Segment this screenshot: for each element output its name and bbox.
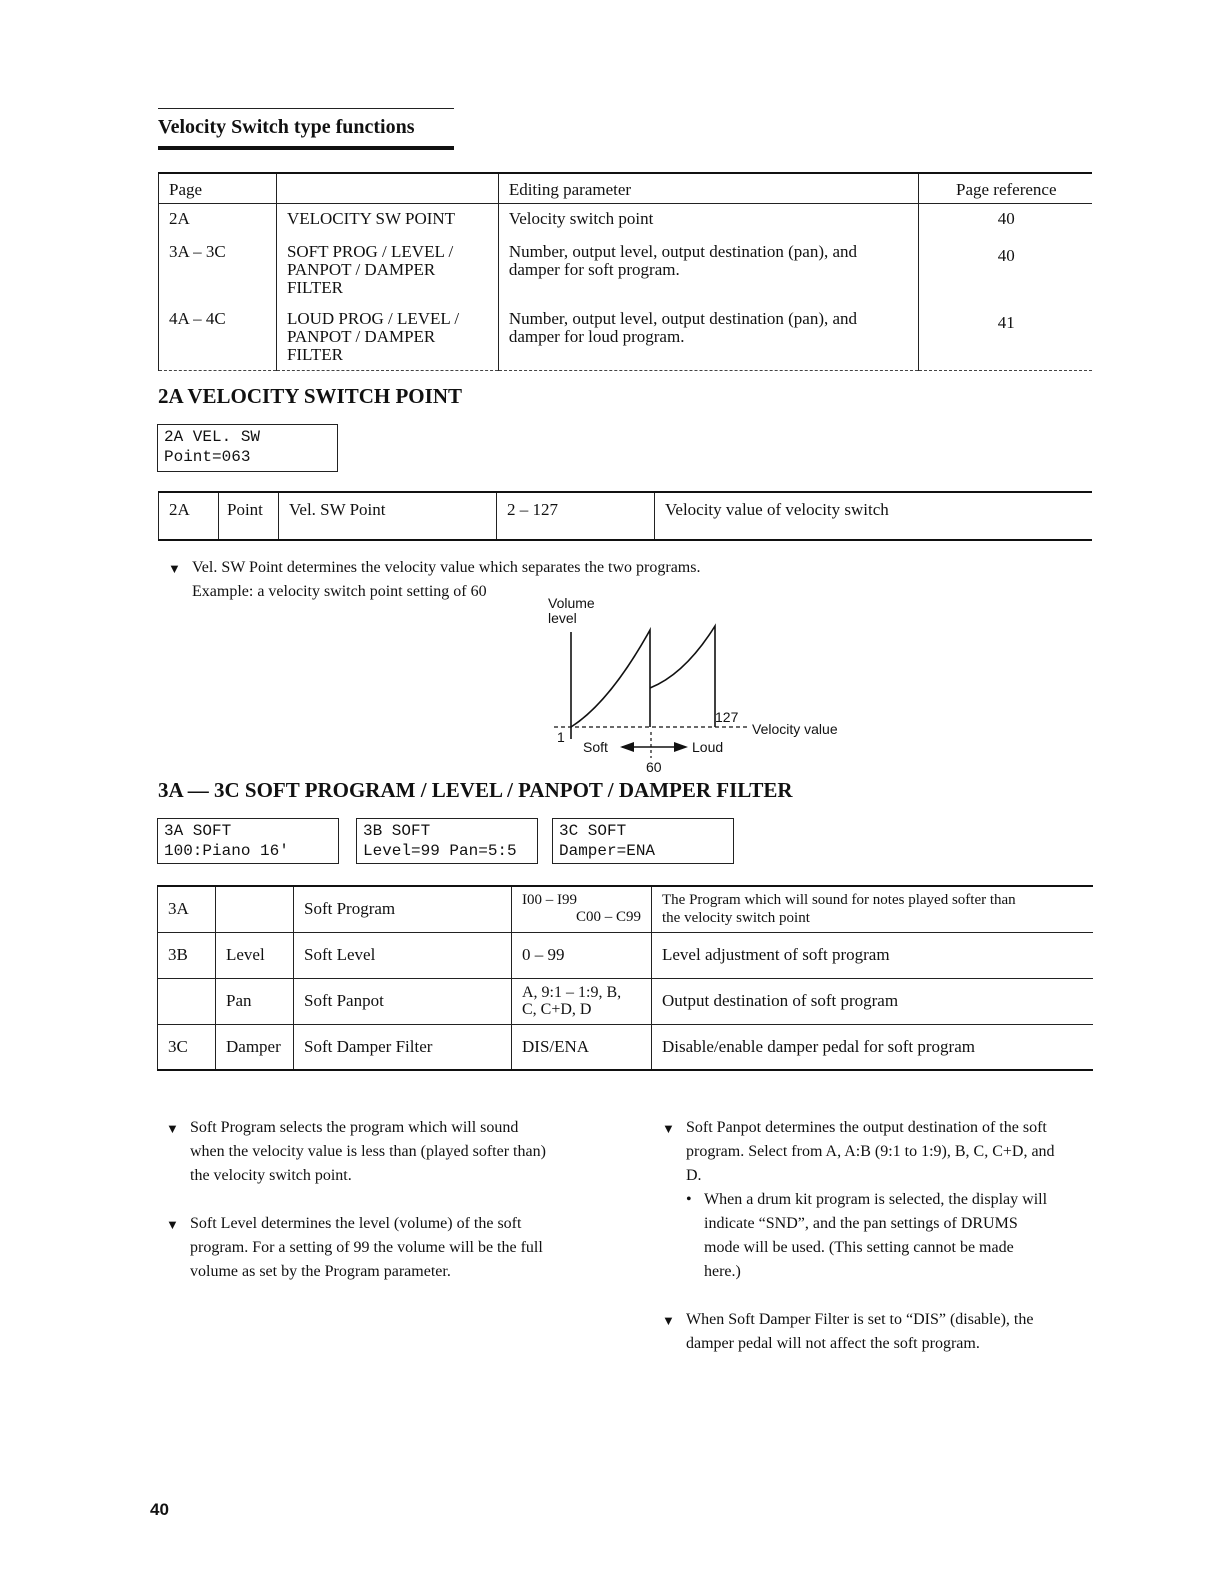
cell-abbr	[216, 886, 294, 932]
graph-soft-label: Soft	[583, 739, 608, 755]
cell-name: Soft Level	[294, 932, 512, 978]
title-rule-bottom	[158, 146, 454, 150]
lcd-display-3b	[356, 818, 538, 864]
cell-page: 3C	[158, 1024, 216, 1070]
note-line: Vel. SW Point determines the velocity value which separates the two programs.	[192, 559, 701, 576]
cell-range: I00 – I99 C00 – C99	[512, 886, 652, 932]
note-drum-kit: • When a drum kit program is selected, the display will indicate “SND”, and the pan settings of DRUMS mode will be used. (This setting cannot be made here.)	[704, 1188, 1096, 1284]
function-table	[158, 172, 1092, 371]
page-number: 40	[150, 1500, 169, 1519]
cell-name: Soft Program	[294, 886, 512, 932]
cell-range: DIS/ENA	[512, 1024, 652, 1070]
cell-page: 3B	[158, 932, 216, 978]
cell-name: LOUD PROG / LEVEL / PANPOT / DAMPER FILTER	[276, 300, 498, 371]
lcd-line-1: 2A VEL. SW	[164, 428, 261, 446]
graph-xlabel: Velocity value	[752, 721, 838, 737]
lcd-display-3a	[157, 818, 339, 864]
triangle-bullet-icon: ▼	[166, 1121, 179, 1136]
note-line: Example: a velocity switch point setting of 60	[192, 583, 487, 600]
cell-name: VELOCITY SW POINT	[276, 204, 498, 232]
cell-name: Soft Panpot	[294, 978, 512, 1024]
cell-range: 2 – 127	[497, 492, 655, 540]
title-rule-top	[158, 108, 454, 109]
table-row	[158, 932, 1094, 978]
graph-ylabel-1: Volume	[548, 595, 595, 611]
cell-name: SOFT PROG / LEVEL / PANPOT / DAMPER FILTER	[276, 231, 498, 300]
velocity-point-table	[158, 491, 1092, 541]
cell-ref: 41	[918, 300, 1092, 371]
table-row	[159, 492, 1093, 540]
cell-page: 3A – 3C	[159, 231, 277, 300]
cell-desc: Output destination of soft program	[652, 978, 1094, 1024]
lcd-line-1: 3A SOFT	[164, 822, 232, 840]
triangle-bullet-icon: ▼	[166, 1217, 179, 1232]
cell-desc: Velocity value of velocity switch	[655, 492, 1093, 540]
cell-page: 3A	[158, 886, 216, 932]
lcd-line-1: 3B SOFT	[363, 822, 431, 840]
table-row	[159, 300, 1093, 371]
header-editing-parameter: Editing parameter	[498, 173, 918, 204]
cell-desc: Level adjustment of soft program	[652, 932, 1094, 978]
table-row	[158, 886, 1094, 932]
triangle-bullet-icon: ▼	[662, 1313, 675, 1328]
cell-page: 2A	[159, 204, 277, 232]
cell-name: Soft Damper Filter	[294, 1024, 512, 1070]
cell-desc: Disable/enable damper pedal for soft program	[652, 1024, 1094, 1070]
soft-program-table	[157, 885, 1093, 1071]
graph-split-label: 60	[646, 759, 662, 775]
table-row	[159, 231, 1093, 300]
triangle-bullet-icon: ▼	[662, 1121, 675, 1136]
table-row	[159, 204, 1093, 232]
note-soft-panpot: ▼ Soft Panpot determines the output destination of the soft program. Select from A, A:B (9:1 to 1:9), B, C, C+D, and D.	[662, 1119, 1055, 1184]
table-header-row	[159, 173, 1093, 204]
header-blank	[276, 173, 498, 204]
arrow-right-icon	[674, 742, 688, 752]
arrow-left-icon	[620, 742, 634, 752]
lcd-line-2: Damper=ENA	[559, 842, 656, 860]
notes-left-column	[166, 1116, 610, 1284]
header-page-reference: Page reference	[918, 173, 1092, 204]
cell-desc: The Program which will sound for notes played softer than the velocity switch point	[652, 886, 1094, 932]
cell-name: Vel. SW Point	[279, 492, 497, 540]
graph-loud-curve	[650, 626, 715, 727]
cell-ref: 40	[918, 204, 1092, 232]
header-page: Page	[159, 173, 277, 204]
cell-range: 0 – 99	[512, 932, 652, 978]
cell-abbr: Point	[219, 492, 279, 540]
lcd-display-3c	[552, 818, 734, 864]
lcd-line-2: Level=99 Pan=5:5	[363, 842, 517, 860]
table-row	[158, 1024, 1094, 1070]
section-title: Velocity Switch type functions	[158, 116, 415, 138]
cell-page: 2A	[159, 492, 219, 540]
note-soft-program: ▼ Soft Program selects the program which will sound when the velocity value is less than (played softer than) the velocity switch point.	[166, 1119, 546, 1184]
lcd-line-2: 100:Piano 16'	[164, 842, 289, 860]
graph-loud-label: Loud	[692, 739, 724, 755]
graph-x-min: 1	[557, 729, 565, 745]
lcd-line-1: 3C SOFT	[559, 822, 627, 840]
heading-2a: 2A VELOCITY SWITCH POINT	[158, 384, 462, 408]
lcd-display-2a	[157, 424, 338, 472]
cell-abbr: Damper	[216, 1024, 294, 1070]
table-row	[158, 978, 1094, 1024]
cell-page	[158, 978, 216, 1024]
cell-abbr: Pan	[216, 978, 294, 1024]
velocity-switch-diagram	[540, 592, 860, 776]
note-soft-damper: ▼ When Soft Damper Filter is set to “DIS” (disable), the damper pedal will not affect the soft program.	[662, 1311, 1034, 1352]
lcd-line-2: Point=063	[164, 448, 251, 466]
cell-page: 4A – 4C	[159, 300, 277, 371]
graph-ylabel-2: level	[548, 610, 577, 626]
triangle-bullet-icon: ▼	[168, 561, 181, 576]
cell-desc: Number, output level, output destination (pan), and damper for soft program.	[498, 231, 918, 300]
cell-desc: Velocity switch point	[498, 204, 918, 232]
cell-desc: Number, output level, output destination (pan), and damper for loud program.	[498, 300, 918, 371]
graph-soft-curve	[571, 630, 650, 727]
bullet-dot-icon: •	[686, 1191, 692, 1208]
cell-ref: 40	[918, 231, 1092, 300]
cell-abbr: Level	[216, 932, 294, 978]
cell-range: A, 9:1 – 1:9, B, C, C+D, D	[512, 978, 652, 1024]
heading-3a-3c: 3A — 3C SOFT PROGRAM / LEVEL / PANPOT / DAMPER FILTER	[158, 778, 793, 802]
note-soft-level: ▼ Soft Level determines the level (volume) of the soft program. For a setting of 99 the volume will be the full volume as set by the Program parameter.	[166, 1215, 543, 1280]
graph-x-max: 127	[715, 709, 739, 725]
notes-right-column	[662, 1116, 1096, 1356]
